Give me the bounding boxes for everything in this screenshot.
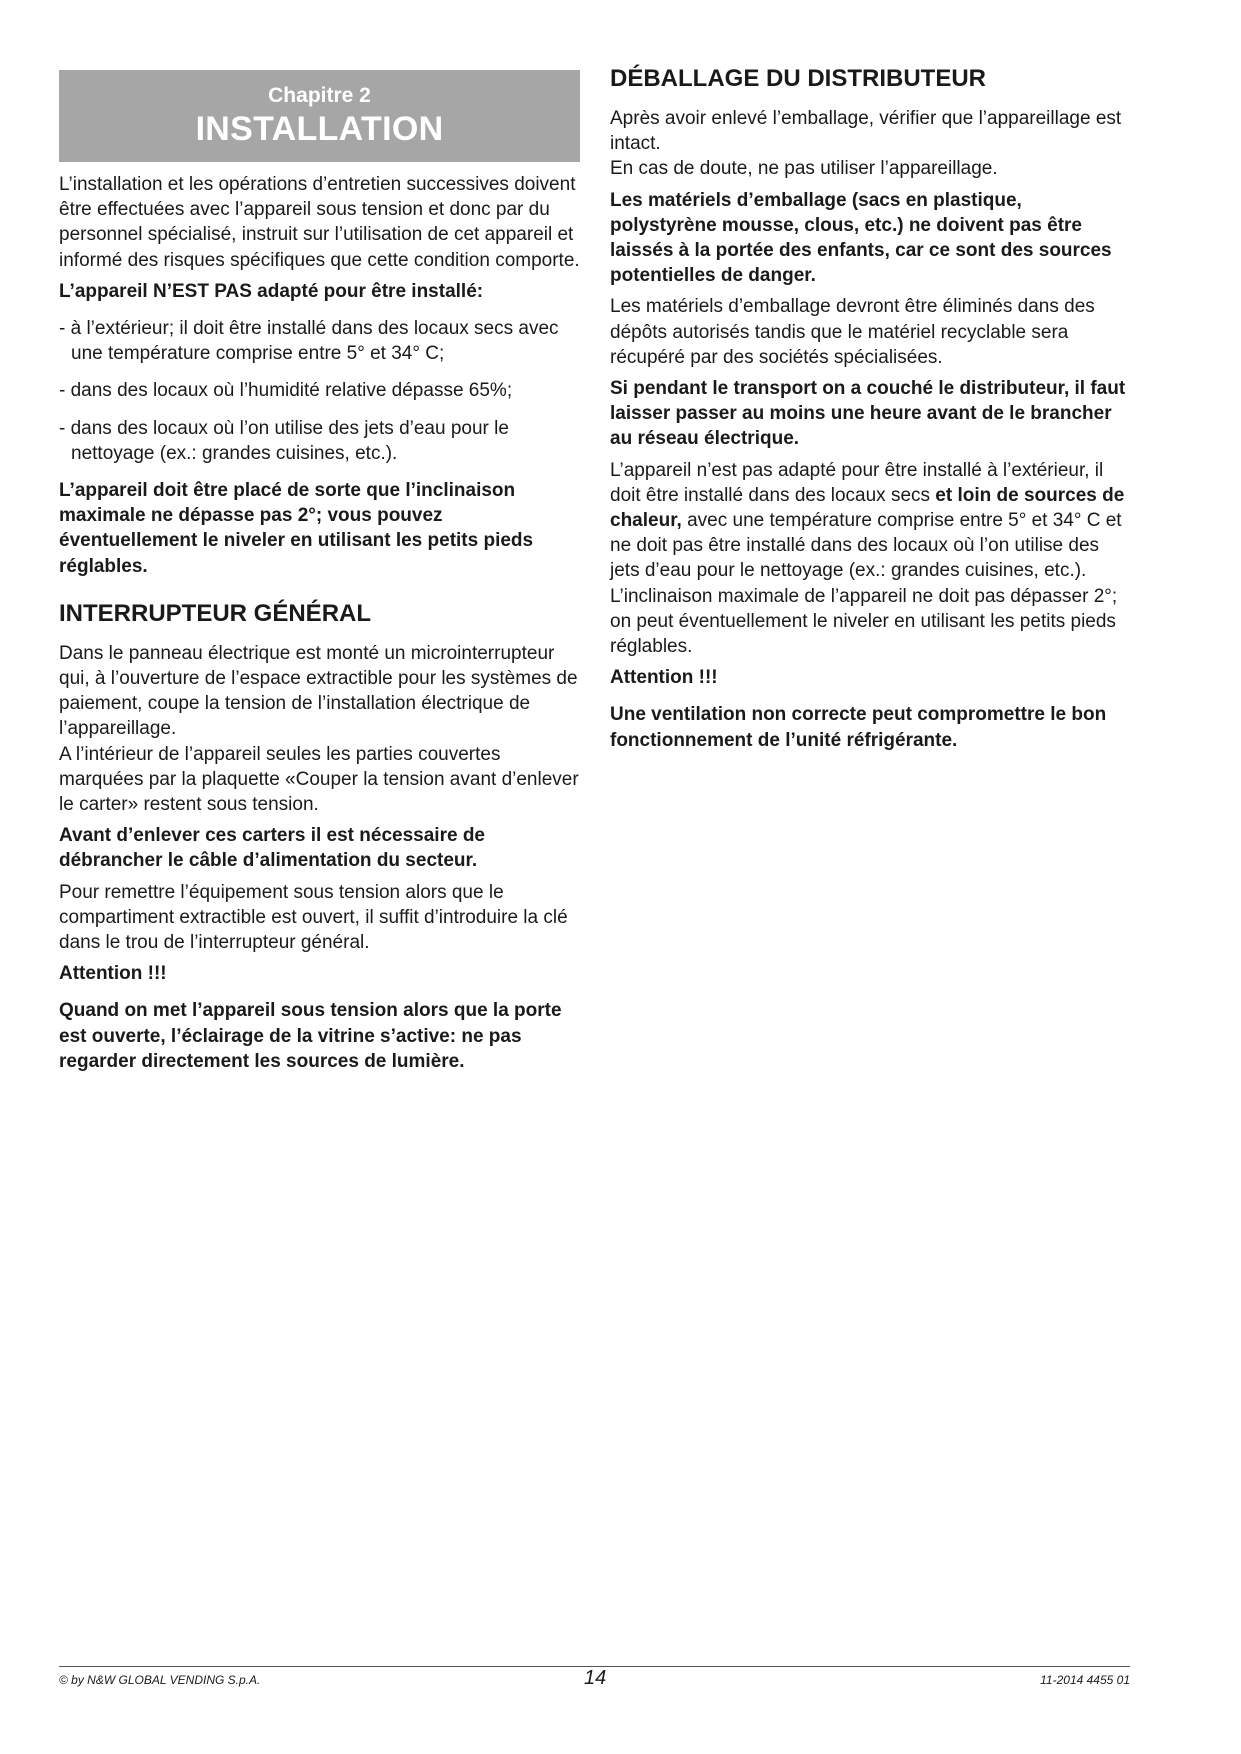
chapter-title: INSTALLATION <box>195 110 444 148</box>
unpacking-heading: DÉBALLAGE DU DISTRIBUTEUR <box>610 65 986 92</box>
attention-text: Une ventilation non correcte peut compromettre le bon fonctionnement de l’unité réfrigérante. <box>610 704 1107 751</box>
outdoor-text-a: L’appareil n’est pas adapté pour être installé à l’extérieur, il doit être installé dans des locaux secs <box>610 459 1104 506</box>
outdoor-paragraph <box>610 458 1130 584</box>
unpacking-paragraph-1: Après avoir enlevé l’emballage, vérifier que l’appareillage est intact. <box>610 108 1122 155</box>
chapter-number: Chapitre 2 <box>268 84 371 107</box>
document-code: 11-2014 4455 01 <box>1040 1673 1130 1687</box>
packaging-warning: Les matériels d’emballage (sacs en plastique, polystyrène mousse, clous, etc.) ne doivent pas être laissés à la portée des enfants, car ce sont des sources potentielles de danger. <box>610 189 1112 287</box>
switch-heading: INTERRUPTEUR GÉNÉRAL <box>59 599 372 627</box>
inclination-warning: L’appareil doit être placé de sorte que l’inclinaison maximale ne dépasse pas 2°; vous pouvez éventuellement le niveler en utilisant les petits pieds réglables. <box>59 480 534 577</box>
left-column <box>59 70 580 1074</box>
attention-label: Attention !!! <box>59 963 167 985</box>
transport-warning: Si pendant le transport on a couché le distributeur, il faut laisser passer au moins une heure avant de le brancher au réseau électrique. <box>610 378 1126 450</box>
chapter-header <box>59 70 580 162</box>
outdoor-text-bold: et loin de sources de chaleur, <box>610 484 1125 532</box>
switch-paragraph-1: Dans le panneau électrique est monté un microinterrupteur qui, à l’ouverture de l’espace extractible pour les systèmes de paiement, coupe la tension de l’installation électrique de l’appareillage. <box>59 642 578 740</box>
unpacking-paragraph-2: En cas de doute, ne pas utiliser l’appareillage. <box>610 158 998 180</box>
packaging-disposal: Les matériels d’emballage devront être éliminés dans des dépôts autorisés tandis que le matériel recyclable sera récupéré par des sociétés spécialisées. <box>610 296 1095 368</box>
attention-label: Attention !!! <box>610 667 718 689</box>
switch-paragraph-3: Pour remettre l’équipement sous tension alors que le compartiment extractible est ouvert, il suffit d’introduire la clé dans le trou de l’interrupteur général. <box>59 881 568 954</box>
not-adapted-heading: L’appareil N’EST PAS adapté pour être installé: <box>59 280 484 302</box>
list-item: - dans des locaux où l’humidité relative dépasse 65%; <box>59 380 513 402</box>
switch-paragraph-2: A l’intérieur de l’appareil seules les parties couvertes marquées par la plaquette «Couper la tension avant d’enlever le carter» restent sous tension. <box>59 743 579 816</box>
switch-warning: Avant d’enlever ces carters il est nécessaire de débrancher le câble d’alimentation du secteur. <box>59 825 485 872</box>
outdoor-text-b: avec une température comprise entre 5° et 34° C et ne doit pas être installé dans des locaux où l’on utilise des jets d’eau pour le nettoyage (ex.: grandes cuisines, etc.). <box>610 510 1122 582</box>
attention-text: Quand on met l’appareil sous tension alors que la porte est ouverte, l’éclairage de la vitrine s’active: ne pas regarder directement les sources de lumière. <box>59 1000 562 1072</box>
page-number: 14 <box>584 1667 607 1689</box>
list-item: - à l’extérieur; il doit être installé dans des locaux secs avec une température comprise entre 5° et 34° C; <box>59 318 559 365</box>
inclination-paragraph: L’inclinaison maximale de l’appareil ne doit pas dépasser 2°; on peut éventuellement le niveler en utilisant les petits pieds réglables. <box>610 585 1118 658</box>
right-column <box>610 64 1130 753</box>
footer-copyright: © by N&W GLOBAL VENDING S.p.A. <box>59 1673 261 1687</box>
intro-paragraph: L’installation et les opérations d’entretien successives doivent être effectuées avec l’appareil sous tension et donc par du personnel spécialisé, instruit sur l’utilisation de cet appareil et informé des risques spécifiques que cette condition comporte. <box>59 174 580 271</box>
not-adapted-list <box>59 316 580 466</box>
list-item: - dans des locaux où l’on utilise des jets d’eau pour le nettoyage (ex.: grandes cuisines, etc.). <box>59 417 509 464</box>
